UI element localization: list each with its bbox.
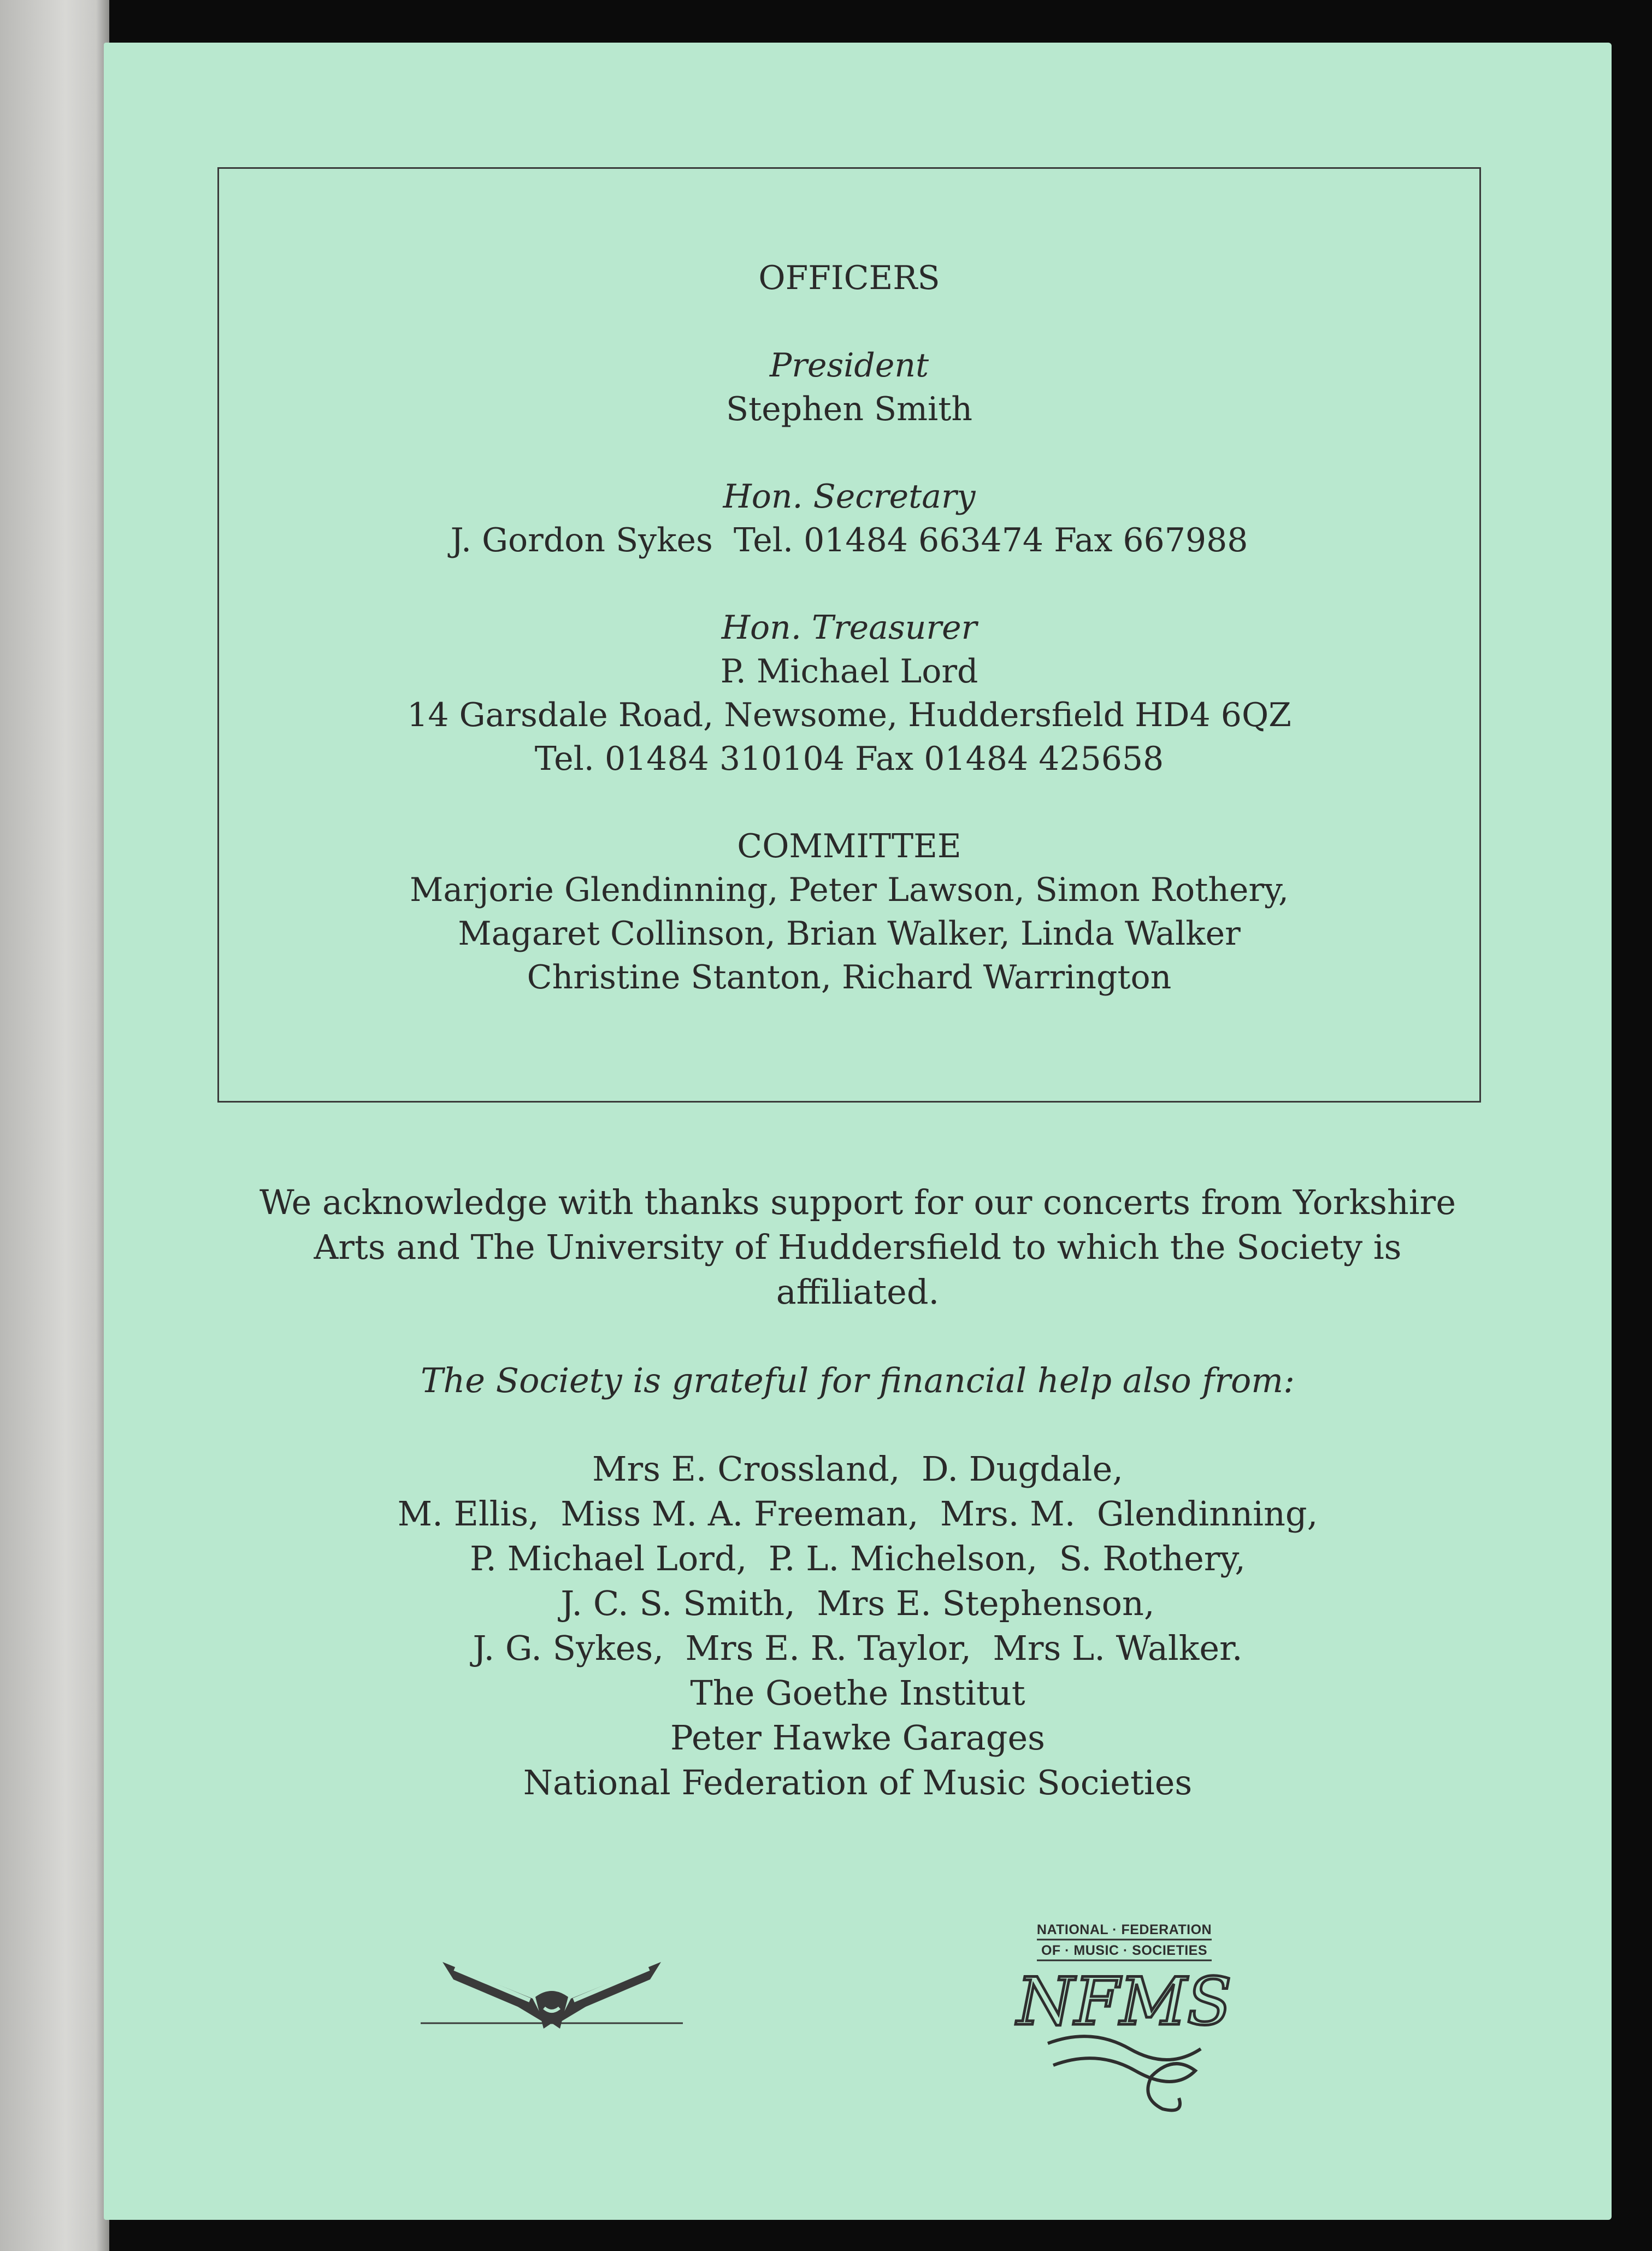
donor-line: Mrs E. Crossland, D. Dugdale, (592, 1449, 1124, 1489)
acknowledgement-line: Arts and The University of Huddersfield to which the Society is (314, 1227, 1402, 1267)
programme-page (104, 43, 1612, 2220)
acknowledgement-line: affiliated. (776, 1272, 940, 1312)
nfms-caption-bottom: OF · MUSIC · SOCIETIES (1041, 1943, 1208, 1958)
officers-box (217, 167, 1481, 1103)
officers-list (219, 256, 1479, 999)
committee-heading: COMMITTEE (737, 827, 961, 865)
officers-heading: OFFICERS (758, 259, 940, 297)
committee-line: Magaret Collinson, Brian Walker, Linda Walker (458, 915, 1241, 953)
donor-line: J. G. Sykes, Mrs E. R. Taylor, Mrs L. Walker. (473, 1628, 1243, 1668)
donor-line: P. Michael Lord, P. L. Michelson, S. Rothery, (470, 1539, 1246, 1578)
treasurer-title: Hon. Treasurer (721, 609, 977, 647)
donor-line: J. C. S. Smith, Mrs E. Stephenson, (560, 1583, 1155, 1623)
donor-line: Peter Hawke Garages (670, 1718, 1045, 1758)
yorkshire-arts-bird-logo (421, 1947, 683, 2034)
donor-line: M. Ellis, Miss M. A. Freeman, Mrs. M. Glendinning, (397, 1494, 1318, 1534)
president-title: President (769, 346, 929, 385)
nfms-monogram: NFMS (1017, 1964, 1232, 2040)
facing-page-edge (0, 0, 109, 2251)
committee-line: Marjorie Glendinning, Peter Lawson, Simon Rothery, (409, 871, 1289, 909)
donors-intro: The Society is grateful for financial help also from: (421, 1360, 1295, 1400)
nfms-caption-top: NATIONAL · FEDERATION (1036, 1922, 1212, 1937)
donor-line: National Federation of Music Societies (523, 1763, 1193, 1802)
committee-line: Christine Stanton, Richard Warrington (527, 958, 1172, 997)
nfms-logo (1010, 1918, 1239, 2125)
president-name: Stephen Smith (726, 390, 972, 428)
secretary-contact: J. Gordon Sykes Tel. 01484 663474 Fax 667988 (450, 521, 1248, 559)
treasurer-name: P. Michael Lord (720, 652, 978, 691)
donor-line: The Goethe Institut (690, 1673, 1025, 1713)
treasurer-phone: Tel. 01484 310104 Fax 01484 425658 (534, 740, 1164, 778)
secretary-title: Hon. Secretary (723, 478, 976, 516)
acknowledgement-section (104, 1180, 1612, 1805)
treasurer-address: 14 Garsdale Road, Newsome, Huddersfield HD4 6QZ (407, 696, 1291, 734)
acknowledgement-line: We acknowledge with thanks support for our concerts from Yorkshire (259, 1182, 1456, 1222)
